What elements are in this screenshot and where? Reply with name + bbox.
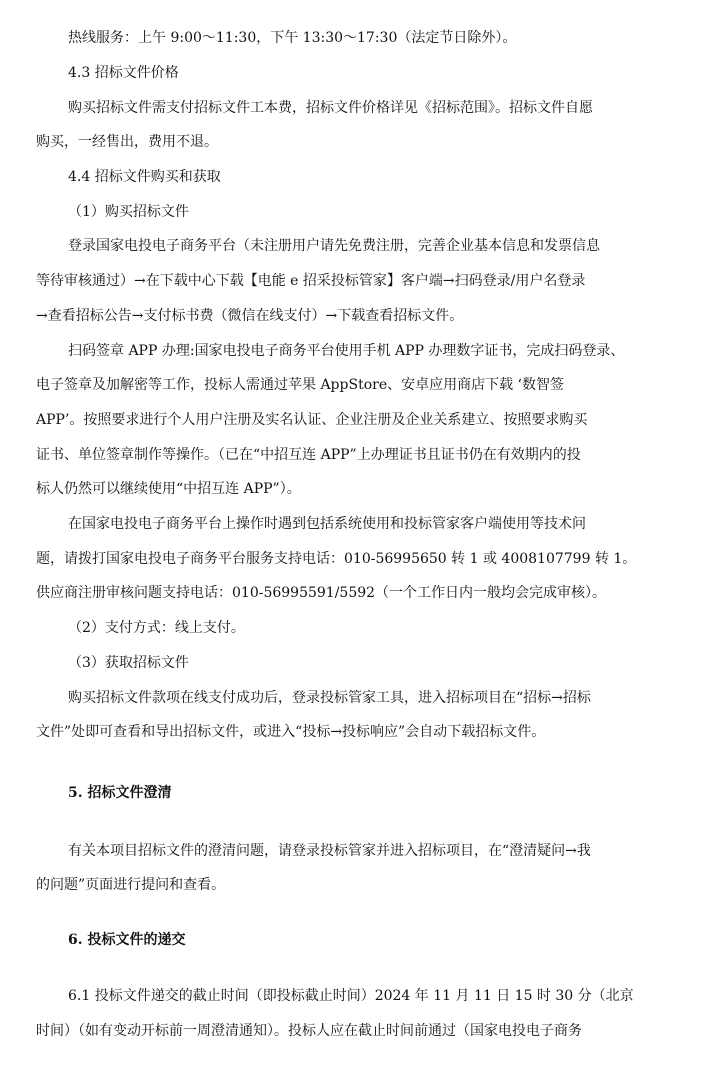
paragraph-line: 购买招标文件需支付招标文件工本费，招标文件价格详见《招标范围》。招标文件自愿 xyxy=(68,100,593,116)
paragraph-line: 时间）（如有变动开标前一周澄清通知）。投标人应在截止时间前通过（国家电投电子商务 xyxy=(36,1023,582,1039)
subsection-purchase-heading: （1）购买招标文件 xyxy=(68,204,189,220)
paragraph-line: 购买，一经售出，费用不退。 xyxy=(36,134,218,150)
paragraph-line: 等待审核通过）→在下载中心下载【电能 e 招采投标管家】客户端→扫码登录/用户名登录 xyxy=(36,273,586,289)
subsection-payment-method: （2）支付方式：线上支付。 xyxy=(68,620,245,636)
paragraph-line: 的问题”页面进行提问和查看。 xyxy=(36,877,226,893)
paragraph-line: 题，请拨打国家电投电子商务平台服务支持电话：010-56995650 转 1 或 4008107799 转 1。 xyxy=(36,551,637,567)
paragraph-line: 供应商注册审核问题支持电话：010-56995591/5592（一个工作日内一般均会完成审核）。 xyxy=(36,585,607,601)
paragraph-line: APP’。按照要求进行个人用户注册及实名认证、企业注册及企业关系建立、按照要求购买 xyxy=(36,412,588,428)
section-4-3-heading: 4.3 招标文件价格 xyxy=(68,65,179,81)
section-5-heading: 5. 招标文件澄清 xyxy=(68,785,172,801)
paragraph-line: 有关本项目招标文件的澄清问题，请登录投标管家并进入招标项目，在“澄清疑问→我 xyxy=(68,843,591,859)
section-4-4-heading: 4.4 招标文件购买和获取 xyxy=(68,169,221,185)
paragraph-line: 标人仍然可以继续使用“中招互连 APP”）。 xyxy=(36,481,301,497)
hotline-service-line: 热线服务：上午 9:00～11:30，下午 13:30～17:30（法定节日除外）。 xyxy=(68,30,517,46)
paragraph-line: 在国家电投电子商务平台上操作时遇到包括系统使用和投标管家客户端使用等技术问 xyxy=(68,516,586,532)
paragraph-line: 6.1 投标文件递交的截止时间（即投标截止时间）2024 年 11 月 11 日 15 时 30 分（北京 xyxy=(68,988,634,1004)
subsection-obtain-heading: （3）获取招标文件 xyxy=(68,655,189,671)
paragraph-line: 登录国家电投电子商务平台（未注册用户请先免费注册，完善企业基本信息和发票信息 xyxy=(68,238,600,254)
paragraph-line: 扫码签章 APP 办理:国家电投电子商务平台使用手机 APP 办理数字证书，完成扫码登录、 xyxy=(68,343,625,359)
paragraph-line: 文件”处即可查看和导出招标文件，或进入“投标→投标响应”会自动下载招标文件。 xyxy=(36,724,546,740)
paragraph-line: 购买招标文件款项在线支付成功后，登录投标管家工具，进入招标项目在“招标→招标 xyxy=(68,690,591,706)
paragraph-line: 证书、单位签章制作等操作。（已在“中招互连 APP”上办理证书且证书仍在有效期内的投 xyxy=(36,447,581,463)
paragraph-line: 电子签章及加解密等工作，投标人需通过苹果 AppStore、安卓应用商店下载 ‘数智签 xyxy=(36,377,565,393)
paragraph-line: →查看招标公告→支付标书费（微信在线支付）→下载查看招标文件。 xyxy=(36,308,464,324)
section-6-heading: 6. 投标文件的递交 xyxy=(68,932,186,948)
